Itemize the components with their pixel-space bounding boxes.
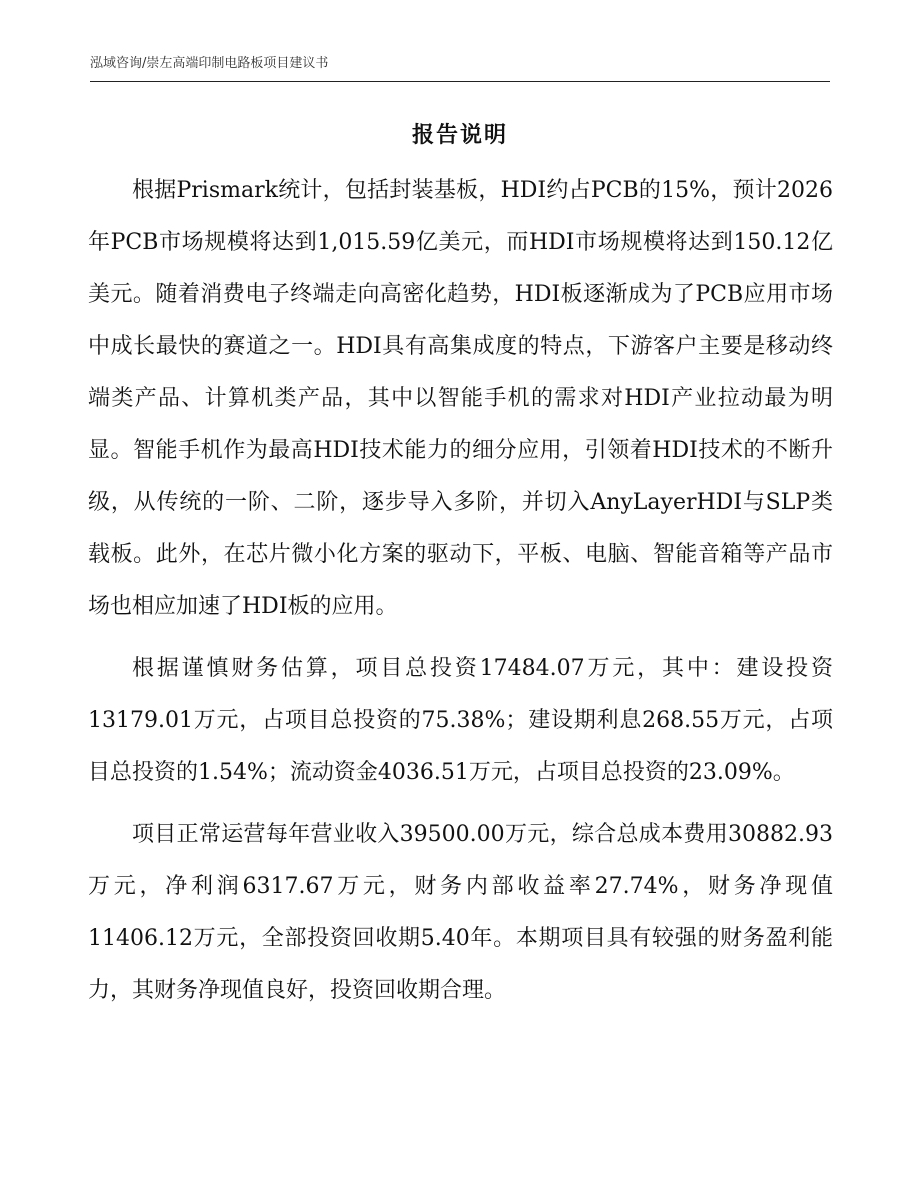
paragraph-financial-returns: 项目正常运营每年营业收入39500.00万元，综合总成本费用30882.93万元，净利润6317.67万元，财务内部收益率27.74%，财务净现值11406.12万元，全部投资回收期5.40年。本期项目具有较强的财务盈利能力，其财务净现值良好，投资回收期合理。 [88, 822, 833, 1003]
page-title: 报告说明 [411, 123, 508, 148]
page-header [90, 52, 830, 82]
paragraph-investment-estimate: 根据谨慎财务估算，项目总投资17484.07万元，其中：建设投资13179.01万元，占项目总投资的75.38%；建设期利息268.55万元，占项目总投资的1.54%；流动资金4036.51万元，占项目总投资的23.09%。 [88, 656, 833, 785]
header-text: 泓域咨询/崇左高端印制电路板项目建议书 [90, 56, 329, 71]
paragraph-market-overview: 根据Prismark统计，包括封装基板，HDI约占PCB的15%，预计2026年PCB市场规模将达到1,015.59亿美元，而HDI市场规模将达到150.12亿美元。随着消费电子终端走向高密化趋势，HDI板逐渐成为了PCB应用市场中成长最快的赛道之一。HDI具有高集成度的特点，下游客户主要是移动终端类产品、计算机类产品，其中以智能手机的需求对HDI产业拉动最为明显。智能手机作为最高HDI技术能力的细分应用，引领着HDI技术的不断升级，从传统的一阶、二阶，逐步导入多阶，并切入AnyLayerHDI与SLP类载板。此外，在芯片微小化方案的驱动下，平板、电脑、智能音箱等产品市场也相应加速了HDI板的应用。 [88, 178, 833, 619]
document-body [88, 165, 833, 1017]
